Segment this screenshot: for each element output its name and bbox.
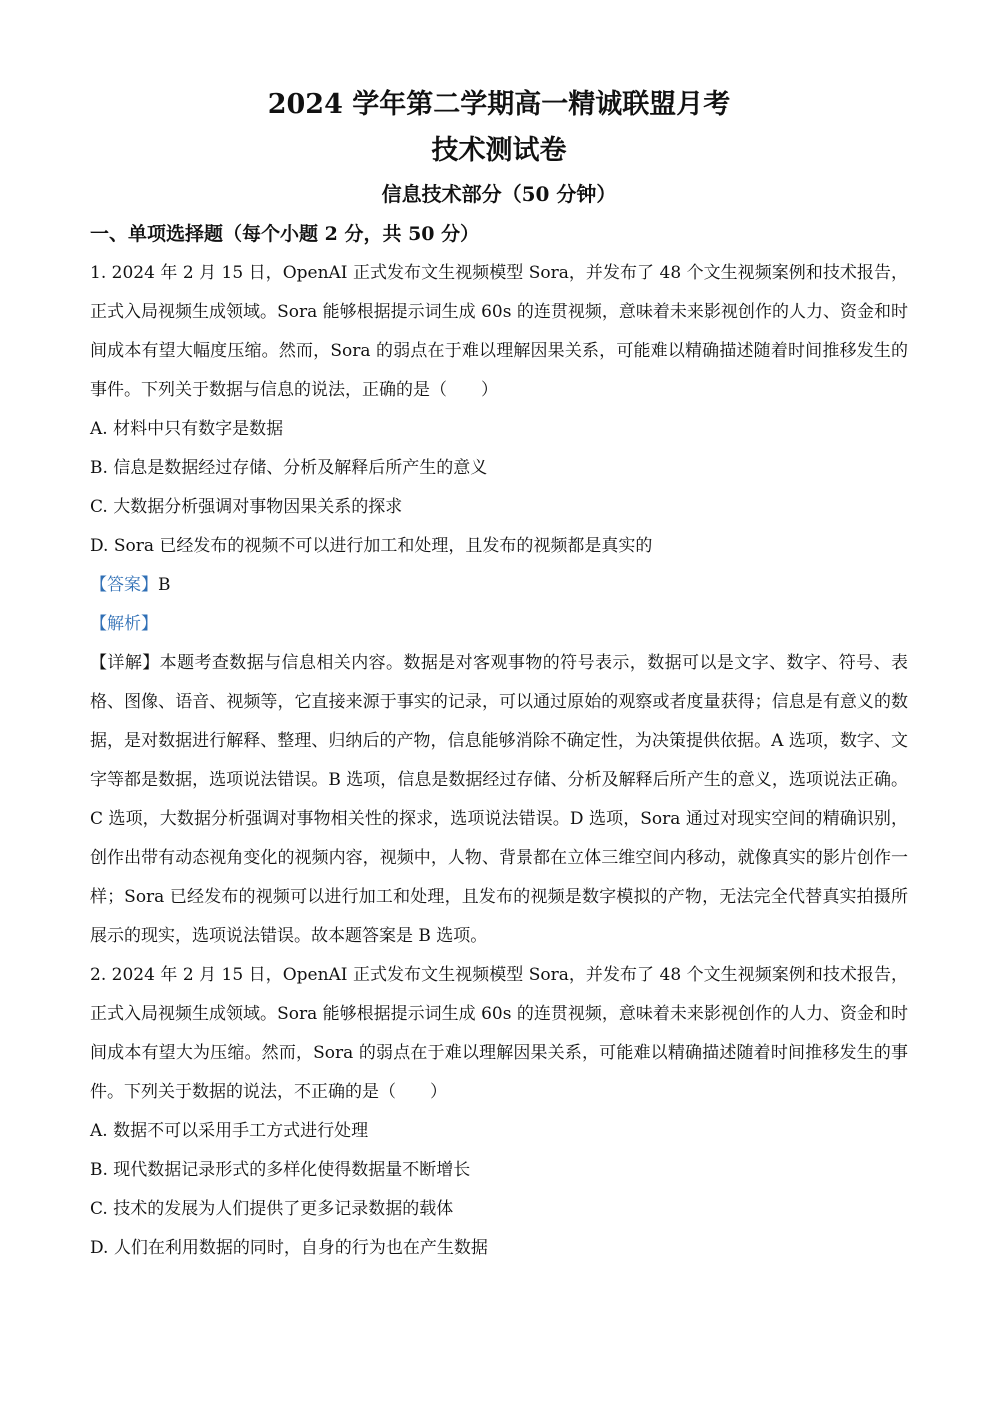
analysis-tag: 【解析】 bbox=[90, 614, 158, 634]
question-1-option-c: C. 大数据分析强调对事物因果关系的探求 bbox=[90, 497, 403, 517]
question-1-detail bbox=[90, 644, 908, 956]
question-1-option-b: B. 信息是数据经过存储、分析及解释后所产生的意义 bbox=[90, 458, 488, 478]
question-1-option-a: A. 材料中只有数字是数据 bbox=[90, 419, 284, 439]
question-2-option-c: C. 技术的发展为人们提供了更多记录数据的载体 bbox=[90, 1199, 454, 1219]
question-2-option-a: A. 数据不可以采用手工方式进行处理 bbox=[90, 1121, 369, 1141]
exam-title: 2024 学年第二学期高一精诚联盟月考 bbox=[267, 89, 731, 120]
question-2-option-b: B. 现代数据记录形式的多样化使得数据量不断增长 bbox=[90, 1160, 471, 1180]
question-2-stem: 2. 2024 年 2 月 15 日，OpenAI 正式发布文生视频模型 Sora，并发布了 48 个文生视频案例和技术报告，正式入局视频生成领域。Sora 能够根据提示词生成 60s 的连贯视频，意味着未来影视创作的人力、资金和时间成本有望大为压缩。然而，Sora 的弱点在于难以理解因果关系，可能难以精确描述随着时间推移发生的事件。下列关于数据的说法，不正确的是（ ） bbox=[90, 965, 908, 1102]
exam-subtitle: 技术测试卷 bbox=[431, 135, 567, 166]
detail-tag: 【详解】 bbox=[90, 653, 160, 673]
question-1-answer bbox=[90, 566, 908, 605]
answer-value: B bbox=[158, 575, 171, 595]
question-2-option-d: D. 人们在利用数据的同时，自身的行为也在产生数据 bbox=[90, 1238, 488, 1258]
question-1-option-d: D. Sora 已经发布的视频不可以进行加工和处理，且发布的视频都是真实的 bbox=[90, 536, 653, 556]
detail-text: 本题考查数据与信息相关内容。数据是对客观事物的符号表示，数据可以是文字、数字、符号、表格、图像、语音、视频等，它直接来源于事实的记录，可以通过原始的观察或者度量获得；信息是有意义的数据，是对数据进行解释、整理、归纳后的产物，信息能够消除不确定性，为决策提供依据。A 选项，数字、文字等都是数据，选项说法错误。B 选项，信息是数据经过存储、分析及解释后所产生的意义，选项说法正确。C 选项，大数据分析强调对事物相关性的探求，选项说法错误。D 选项，Sora 通过对现实空间的精确识别，创作出带有动态视角变化的视频内容，视频中，人物、背景都在立体三维空间内移动，就像真实的影片创作一样；Sora 已经发布的视频可以进行加工和处理，且发布的视频是数字模拟的产物，无法完全代替真实拍摄所展示的现实，选项说法错误。故本题答案是 B 选项。 bbox=[90, 653, 909, 946]
question-1-analysis bbox=[90, 605, 908, 644]
section-heading: 一、单项选择题（每个小题 2 分，共 50 分） bbox=[90, 223, 480, 245]
exam-part-heading: 信息技术部分（50 分钟） bbox=[381, 182, 617, 206]
question-2 bbox=[90, 956, 908, 1268]
question-1-stem: 1. 2024 年 2 月 15 日，OpenAI 正式发布文生视频模型 Sora，并发布了 48 个文生视频案例和技术报告，正式入局视频生成领域。Sora 能够根据提示词生成 60s 的连贯视频，意味着未来影视创作的人力、资金和时间成本有望大幅度压缩。然而，Sora 的弱点在于难以理解因果关系，可能难以精确描述随着时间推移发生的事件。下列关于数据与信息的说法，正确的是（ ） bbox=[90, 263, 908, 400]
question-1 bbox=[90, 254, 908, 956]
answer-tag: 【答案】 bbox=[90, 575, 158, 595]
